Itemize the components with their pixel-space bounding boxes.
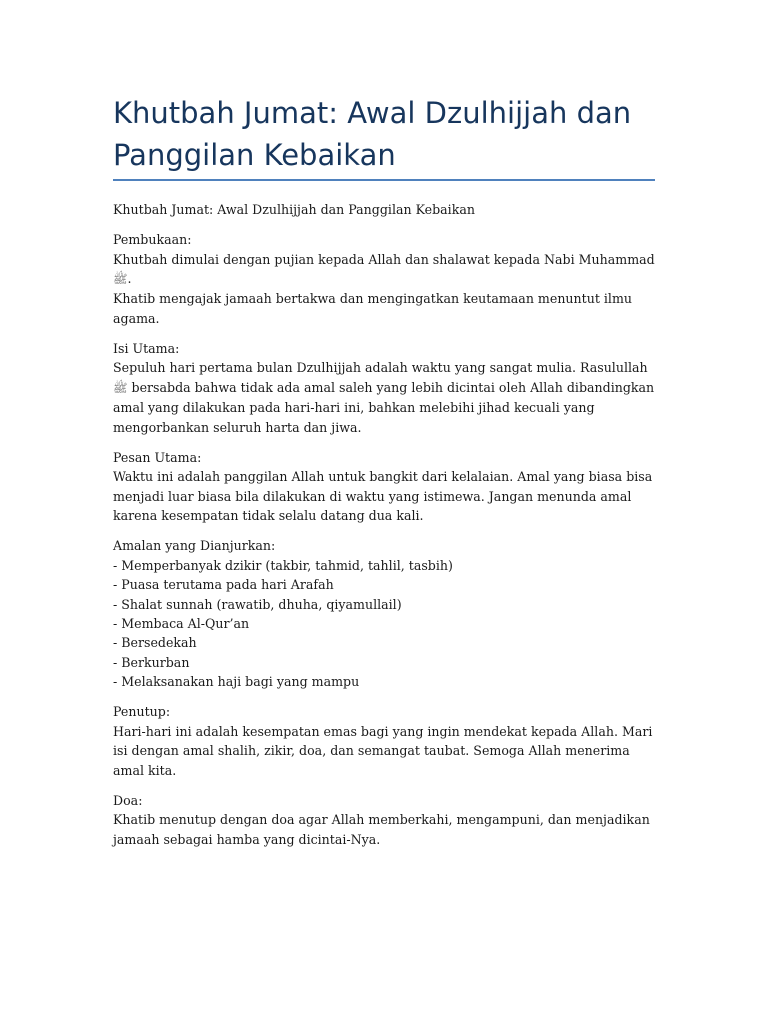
section-closing-heading: Penutup: [113, 704, 171, 720]
practice-item: - Berkurban [113, 654, 190, 670]
document-body [113, 200, 658, 860]
section-main-heading: Isi Utama: [113, 341, 180, 357]
salawat-symbol: ﷺ [113, 272, 128, 287]
section-message-heading: Pesan Utama: [113, 449, 202, 465]
section-message [113, 448, 658, 526]
opening-line-1-end: . [127, 271, 132, 287]
section-opening-line-1 [113, 250, 658, 290]
opening-line-1-text: Khutbah dimulai dengan pujian kepada Allah dan shalawat kepada Nabi Muhammad [113, 251, 655, 267]
section-prayer [113, 791, 658, 849]
practices-list [113, 556, 658, 692]
title-underline-divider [113, 179, 655, 181]
practice-item: - Melaksanakan haji bagi yang mampu [113, 674, 360, 690]
section-closing [113, 702, 658, 780]
section-closing-text: Hari-hari ini adalah kesempatan emas bagi yang ingin mendekat kepada Allah. Mari isi dengan amal shalih, zikir, doa, dan semangat taubat. Semoga Allah menerima amal kita. [113, 723, 653, 778]
section-message-text: Waktu ini adalah panggilan Allah untuk bangkit dari kelalaian. Amal yang biasa bisa menjadi luar biasa bila dilakukan di waktu yang istimewa. Jangan menunda amal karena kesempatan tidak selalu datang dua kali. [113, 469, 653, 524]
section-opening-heading: Pembukaan: [113, 232, 192, 248]
document-title: Khutbah Jumat: Awal Dzulhijjah dan Panggilan Kebaikan [113, 96, 632, 172]
practice-item: - Memperbanyak dzikir (takbir, tahmid, tahlil, tasbih) [113, 557, 453, 573]
section-main-text-start: Sepuluh hari pertama bulan Dzulhijjah adalah waktu yang sangat mulia. Rasulullah [113, 360, 648, 376]
salawat-symbol: ﷺ [113, 380, 128, 395]
section-prayer-heading: Doa: [113, 792, 143, 808]
section-practices-heading: Amalan yang Dianjurkan: [113, 538, 276, 554]
practice-item: - Bersedekah [113, 635, 197, 651]
document-subtitle: Khutbah Jumat: Awal Dzulhijjah dan Panggilan Kebaikan [113, 202, 475, 217]
section-practices [113, 536, 658, 691]
section-main [113, 339, 658, 437]
section-opening [113, 230, 658, 328]
practice-item: - Shalat sunnah (rawatib, dhuha, qiyamullail) [113, 596, 402, 612]
practice-item: - Membaca Al-Qur’an [113, 615, 250, 631]
practice-item: - Puasa terutama pada hari Arafah [113, 577, 334, 593]
section-opening-line-2: Khatib mengajak jamaah bertakwa dan mengingatkan keutamaan menuntut ilmu agama. [113, 291, 633, 326]
section-main-text-end: bersabda bahwa tidak ada amal saleh yang lebih dicintai oleh Allah dibandingkan amal yang dilakukan pada hari-hari ini, bahkan melebihi jihad kecuali yang mengorbankan seluruh harta dan jiwa. [113, 379, 655, 435]
section-prayer-text: Khatib menutup dengan doa agar Allah memberkahi, mengampuni, dan menjadikan jamaah sebagai hamba yang dicintai-Nya. [113, 812, 650, 847]
